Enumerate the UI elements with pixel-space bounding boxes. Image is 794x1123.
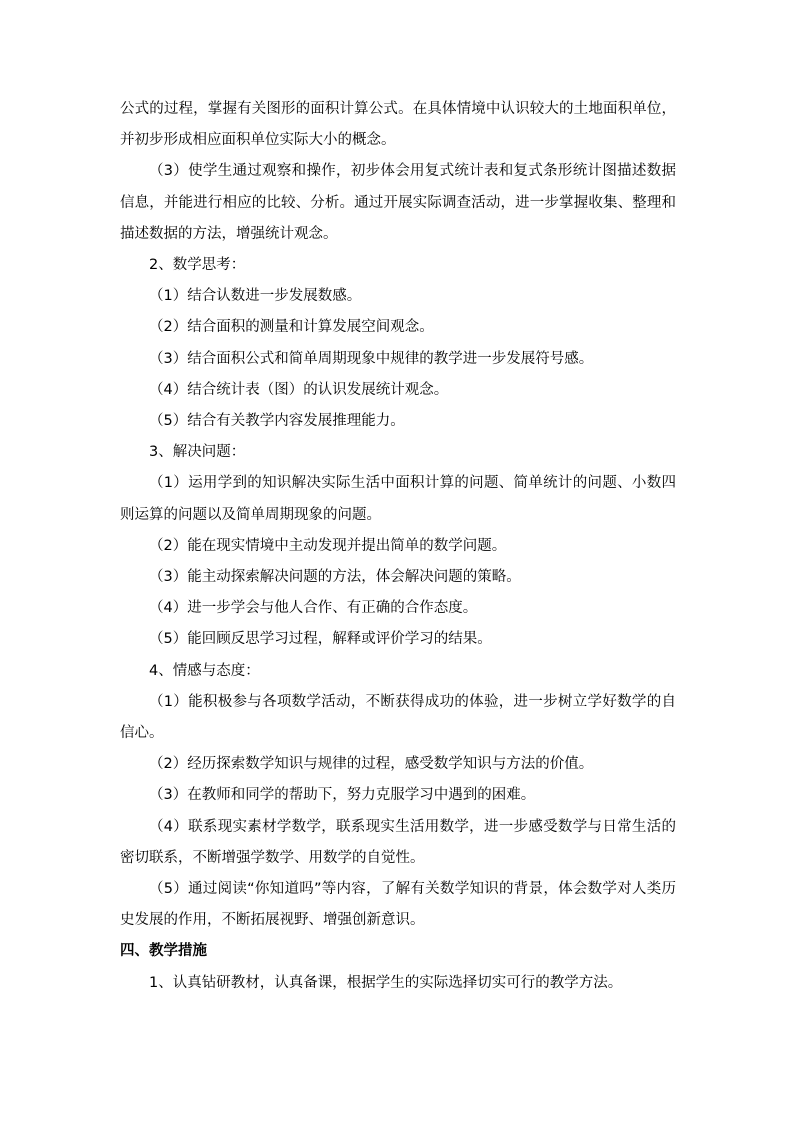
list-item: （4）联系现实素材学数学，联系现实生活用数学，进一步感受数学与日常生活的密切联系，不断增强学数学、用数学的自觉性。 [120,818,676,866]
list-item: （2）能在现实情境中主动发现并提出简单的数学问题。 [149,537,507,554]
list-item: （1）能积极参与各项数学活动，不断获得成功的体验，进一步树立学好数学的自信心。 [120,693,676,742]
list-item: （4）结合统计表（图）的认识发展统计观念。 [149,381,449,398]
list-item: （5）通过阅读“你知道吗”等内容，了解有关数学知识的背景，体会数学对人类历史发展的作用，不断拓展视野、增强创新意识。 [120,881,676,929]
list-item: （2）经历探索数学知识与规律的过程，感受数学知识与方法的价值。 [149,756,594,773]
paragraph-formula-process: 公式的过程，掌握有关图形的面积计算公式。在具体情境中认识较大的土地面积单位，并初步形成相应面积单位实际大小的概念。 [120,101,676,149]
subheading-math-thinking: 2、数学思考： [149,257,246,274]
subheading-emotion-attitude: 4、情感与态度： [149,662,260,679]
paragraph-statistics-goal: （3）使学生通过观察和操作，初步体会用复式统计表和复式条形统计图描述数据信息，并能进行相应的比较、分析。通过开展实际调查活动，进一步掌握收集、整理和描述数据的方法，增强统计观念。 [120,163,676,242]
list-item: （5）能回顾反思学习过程，解释或评价学习的结果。 [149,631,492,648]
list-item: （3）结合面积公式和简单周期现象中规律的教学进一步发展符号感。 [149,350,594,367]
list-item: （2）结合面积的测量和计算发展空间观念。 [149,319,434,336]
list-item: （1）运用学到的知识解决实际生活中面积计算的问题、简单统计的问题、小数四则运算的问题以及简单周期现象的问题。 [120,475,676,523]
list-item: （3）在教师和同学的帮助下，努力克服学习中遇到的困难。 [149,787,536,804]
paragraph-teaching-measure-1: 1、认真钻研教材，认真备课，根据学生的实际选择切实可行的教学方法。 [149,974,623,991]
list-item: （4）进一步学会与他人合作、有正确的合作态度。 [149,600,478,617]
document-body [120,94,676,999]
list-item: （5）结合有关教学内容发展推理能力。 [149,413,405,430]
list-item: （3）能主动探索解决问题的方法，体会解决问题的策略。 [149,569,521,586]
subheading-problem-solving: 3、解决问题： [149,444,246,461]
section-heading-teaching-measures: 四、教学措施 [120,943,207,960]
list-item: （1）结合认数进一步发展数感。 [149,288,362,305]
